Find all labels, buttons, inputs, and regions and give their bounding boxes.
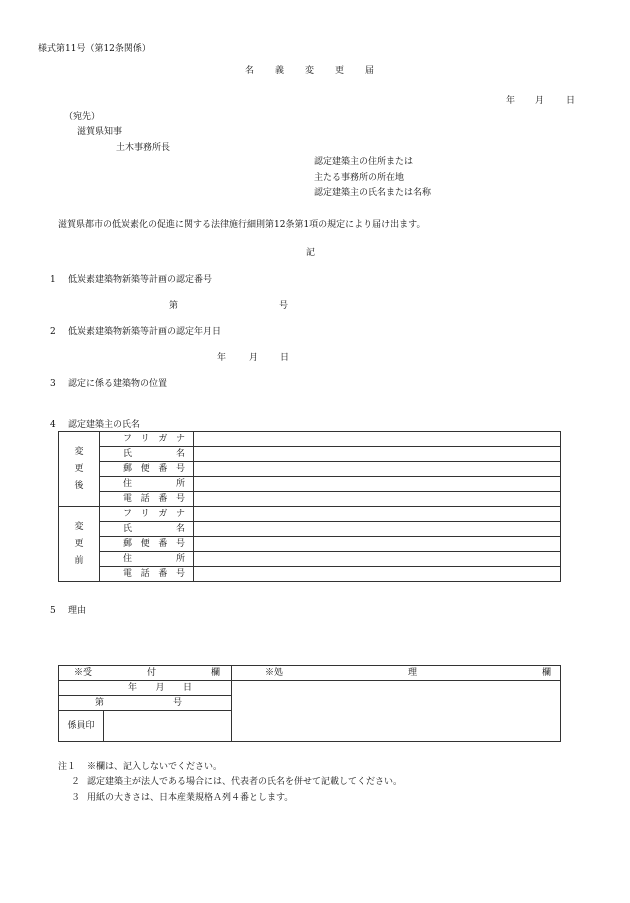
item2-number: 2 (50, 327, 56, 337)
intro-text: 滋賀県都市の低炭素化の促進に関する法律施行細則第12条第1項の規定により届け出ます。 (58, 220, 426, 230)
before-name-cell[interactable] (194, 522, 561, 537)
item5-label: 理由 (68, 606, 87, 616)
item3-label: 認定に係る建築物の位置 (68, 379, 168, 389)
page-title: 名 義 変 更 届 (245, 66, 381, 76)
form-number: 様式第11号（第12条関係） (38, 44, 151, 54)
after-furigana-cell[interactable] (194, 432, 561, 447)
item2-month: 月 (249, 353, 259, 363)
after-phone-cell[interactable] (194, 492, 561, 507)
note3-text: 用紙の大きさは、日本産業規格Ａ列４番とします。 (87, 793, 294, 803)
item4-number: 4 (50, 420, 56, 430)
reception-date: 年 月 日 (59, 681, 232, 696)
table-row (59, 447, 561, 462)
uketsuke-header: ※受 付 欄 (59, 666, 232, 681)
addressee-governor: 滋賀県知事 (77, 127, 123, 137)
field-phone: 電 話 番 号 (100, 567, 194, 582)
table-row (59, 537, 561, 552)
after-postal-cell[interactable] (194, 462, 561, 477)
item5-number: 5 (50, 606, 56, 616)
table-row (59, 567, 561, 582)
field-address: 住 所 (100, 477, 194, 492)
table-row (59, 462, 561, 477)
field-address: 住 所 (100, 552, 194, 567)
date-day: 日 (566, 96, 576, 106)
before-change-label: 変 更 前 (59, 507, 100, 582)
table-row (59, 522, 561, 537)
field-furigana: フ リ ガ ナ (100, 507, 194, 522)
applicant-name-label: 認定建築主の氏名または名称 (314, 188, 432, 198)
note-label: 注１ (58, 762, 77, 772)
item2-year: 年 (217, 353, 227, 363)
note2-number: ２ (71, 777, 81, 787)
table-row (59, 492, 561, 507)
staff-seal-label: 係員印 (59, 711, 104, 742)
field-postal-code: 郵 便 番 号 (100, 537, 194, 552)
reception-table (58, 665, 561, 742)
item2-day: 日 (280, 353, 290, 363)
item4-label: 認定建築主の氏名 (68, 420, 141, 430)
item1-number: 1 (50, 275, 56, 285)
addressee-to: （宛先） (64, 112, 101, 122)
item1-label: 低炭素建築物新築等計画の認定番号 (68, 275, 213, 285)
date-month: 月 (535, 96, 545, 106)
table-row (59, 432, 561, 447)
note1-text: ※欄は、記入しないでください。 (87, 762, 223, 772)
table-row (59, 666, 561, 681)
shori-cell[interactable] (232, 681, 561, 742)
field-postal-code: 郵 便 番 号 (100, 462, 194, 477)
field-phone: 電 話 番 号 (100, 492, 194, 507)
table-row (59, 681, 561, 696)
after-name-cell[interactable] (194, 447, 561, 462)
addressee-office: 土木事務所長 (116, 143, 171, 153)
after-address-cell[interactable] (194, 477, 561, 492)
shori-header: ※処 理 欄 (232, 666, 561, 681)
ki-heading: 記 (306, 248, 316, 258)
table-row (59, 477, 561, 492)
table-row (59, 507, 561, 522)
table-row (59, 552, 561, 567)
note3-number: ３ (71, 793, 81, 803)
item1-dai: 第 (169, 301, 179, 311)
reception-number: 第 号 (59, 696, 232, 711)
before-phone-cell[interactable] (194, 567, 561, 582)
item3-number: 3 (50, 379, 56, 389)
field-furigana: フ リ ガ ナ (100, 432, 194, 447)
after-change-label: 変 更 後 (59, 432, 100, 507)
date-year: 年 (506, 96, 516, 106)
staff-seal-cell[interactable] (104, 711, 232, 742)
item1-go: 号 (279, 301, 289, 311)
owner-table (58, 431, 561, 582)
before-postal-cell[interactable] (194, 537, 561, 552)
item2-label: 低炭素建築物新築等計画の認定年月日 (68, 327, 222, 337)
field-name: 氏 名 (100, 447, 194, 462)
before-furigana-cell[interactable] (194, 507, 561, 522)
before-address-cell[interactable] (194, 552, 561, 567)
field-name: 氏 名 (100, 522, 194, 537)
note2-text: 認定建築主が法人である場合には、代表者の氏名を併せて記載してください。 (87, 777, 403, 787)
applicant-address-label: 認定建築主の住所または (314, 157, 414, 167)
applicant-office-label: 主たる事務所の所在地 (314, 173, 405, 183)
